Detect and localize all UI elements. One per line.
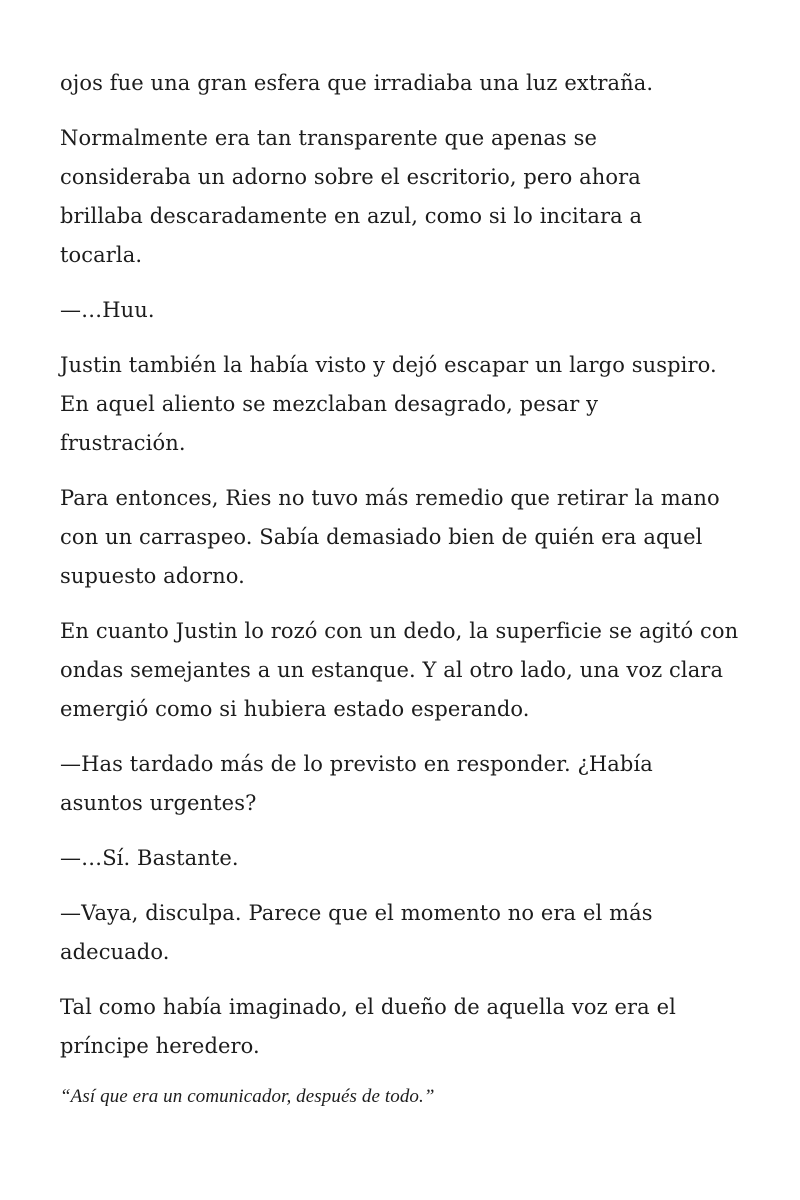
paragraph-9-dialogue: —Vaya, disculpa. Parece que el momento no era el más adecuado. [60, 901, 653, 964]
paragraph-2: Normalmente era tan transparente que apenas se consideraba un adorno sobre el escritorio, pero ahora brillaba descaradamente en azul, como si lo incitara a tocarla. [60, 126, 643, 267]
paragraph-1: ojos fue una gran esfera que irradiaba una luz extraña. [60, 71, 654, 95]
paragraph-10: Tal como había imaginado, el dueño de aquella voz era el príncipe heredero. [60, 995, 676, 1058]
paragraph-5: Para entonces, Ries no tuvo más remedio que retirar la mano con un carraspeo. Sabía demasiado bien de quién era aquel supuesto adorno. [60, 486, 720, 588]
paragraph-4: Justin también la había visto y dejó escapar un largo suspiro. En aquel aliento se mezclaban desagrado, pesar y frustración. [60, 353, 717, 455]
paragraph-6: En cuanto Justin lo rozó con un dedo, la superficie se agitó con ondas semejantes a un estanque. Y al otro lado, una voz clara emergió como si hubiera estado esperando. [60, 619, 739, 721]
document-page [60, 64, 750, 1112]
italic-thought: “Así que era un comunicador, después de todo.” [60, 1086, 435, 1107]
paragraph-8-dialogue: —…Sí. Bastante. [60, 846, 239, 870]
paragraph-3-dialogue: —…Huu. [60, 298, 155, 322]
paragraph-7-dialogue: —Has tardado más de lo previsto en responder. ¿Había asuntos urgentes? [60, 752, 653, 815]
